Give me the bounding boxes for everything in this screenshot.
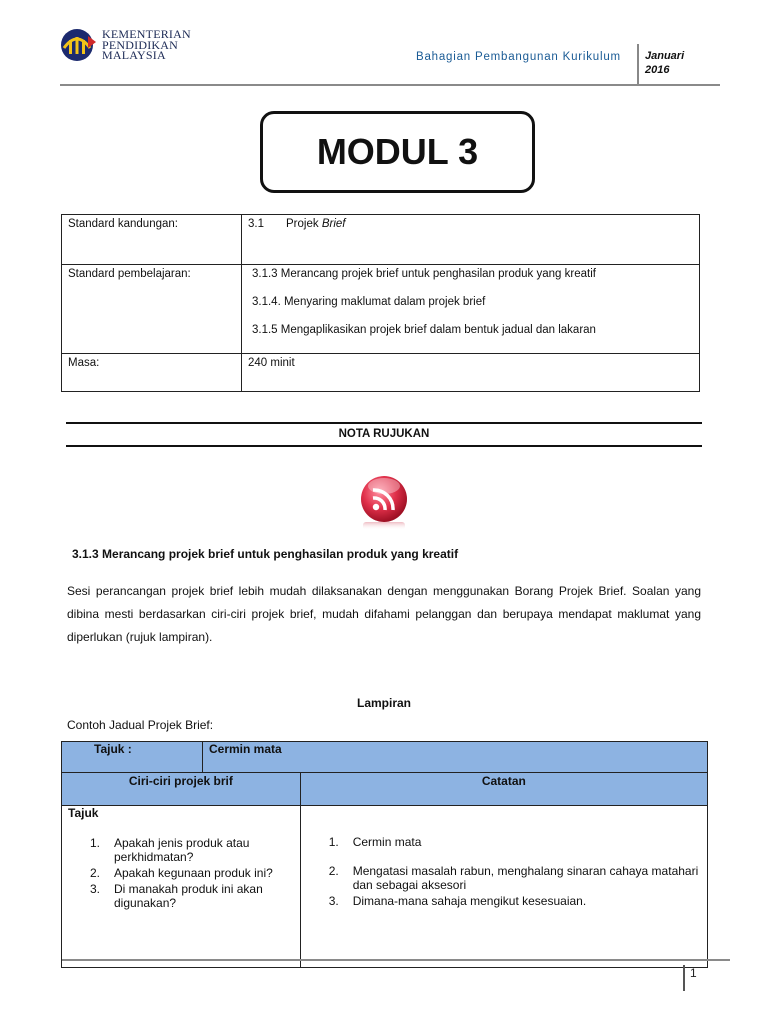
list-text: Mengatasi masalah rabun, menghalang sinaran cahaya matahari dan sebagai aksesori: [352, 864, 699, 892]
table-row: [62, 354, 700, 392]
kandungan-label: Standard kandungan:: [62, 215, 242, 265]
footer-rule: [62, 959, 730, 961]
tajuk-value: Cermin mata: [209, 742, 282, 756]
pembelajaran-item: 3.1.4. Menyaring maklumat dalam projek brief: [252, 296, 486, 308]
tajuk-label-cell: [62, 742, 203, 773]
header-rule: [60, 84, 720, 86]
table-row: [62, 265, 700, 354]
header-year: 2016: [645, 64, 670, 76]
footer-divider: [683, 965, 685, 991]
logo-line: KEMENTERIAN: [102, 27, 191, 41]
masa-label: Masa:: [62, 354, 242, 392]
pembelajaran-item: 3.1.5 Mengaplikasikan projek brief dalam bentuk jadual dan lakaran: [252, 324, 596, 336]
list-item: [90, 866, 292, 880]
lampiran-heading: Lampiran: [356, 696, 411, 710]
kandungan-number: 3.1: [248, 218, 264, 230]
standards-table: [61, 214, 700, 392]
department-name: Bahagian Pembangunan Kurikulum: [416, 51, 621, 63]
module-title: MODUL 3: [316, 131, 479, 172]
list-item: [329, 864, 699, 892]
row-label: Tajuk: [68, 806, 99, 820]
header-divider: [637, 44, 639, 85]
logo-line: MALAYSIA: [102, 48, 166, 62]
ministry-logo-text: [102, 29, 191, 61]
table-row: [62, 215, 700, 265]
pembelajaran-value: [242, 265, 700, 354]
list-item: [329, 835, 699, 849]
list-number: 1.: [90, 836, 101, 850]
body-paragraph: Sesi perancangan projek brief lebih mudah dilaksanakan dengan menggunakan Borang Projek Brief. Soalan yang dibina mesti berdasarkan ciri-ciri projek brief, mudah difahami pelanggan dan berupaya mendapat maklumat yang diperlukan (rujuk lampiran).: [67, 584, 701, 644]
pembelajaran-label: Standard pembelajaran:: [62, 265, 242, 354]
page-number: 1: [690, 966, 697, 980]
project-brief-table: [61, 741, 708, 968]
list-item: [90, 882, 292, 910]
rss-feed-icon: [357, 474, 411, 530]
nota-rujukan-heading: NOTA RUJUKAN: [338, 428, 430, 440]
list-text: Apakah jenis produk atau perkhidmatan?: [114, 836, 250, 864]
table-row: [62, 742, 708, 773]
list-text: Di manakah produk ini akan digunakan?: [114, 882, 263, 910]
list-text: Cermin mata: [352, 835, 422, 849]
ministry-logo-icon: [60, 28, 98, 62]
header-month: Januari: [645, 50, 685, 62]
kandungan-text: Projek: [286, 218, 319, 230]
pembelajaran-item: 3.1.3 Merancang projek brief untuk penghasilan produk yang kreatif: [252, 268, 596, 280]
questions-cell: [62, 806, 301, 968]
list-number: 2.: [90, 866, 101, 880]
contoh-label: Contoh Jadual Projek Brief:: [67, 718, 214, 732]
table-row: [62, 806, 708, 968]
list-number: 2.: [328, 864, 339, 878]
header-date: [645, 49, 684, 77]
section-heading: 3.1.3 Merancang projek brief untuk penghasilan produk yang kreatif: [72, 547, 459, 561]
list-item: [329, 894, 699, 908]
logo-line: PENDIDIKAN: [102, 37, 178, 52]
list-number: 3.: [328, 894, 339, 908]
answers-cell: [300, 806, 707, 968]
module-title-box: [260, 111, 535, 193]
col2-header: Catatan: [300, 773, 707, 806]
list-item: [90, 836, 292, 864]
nota-bottom-rule: [66, 445, 702, 447]
tajuk-label: Tajuk :: [94, 742, 132, 756]
masa-value: 240 minit: [242, 354, 700, 392]
kandungan-value: [242, 215, 700, 265]
list-number: 1.: [328, 835, 339, 849]
tajuk-value-cell: [203, 742, 708, 773]
list-text: Apakah kegunaan produk ini?: [114, 866, 273, 880]
nota-top-rule: [66, 422, 702, 424]
table-row: [62, 773, 708, 806]
questions-list: [68, 836, 292, 910]
list-number: 3.: [90, 882, 101, 896]
list-text: Dimana-mana sahaja mengikut kesesuaian.: [352, 894, 587, 908]
col1-header: Ciri-ciri projek brif: [62, 773, 301, 806]
kandungan-italic: Brief: [321, 218, 346, 230]
answers-list: [329, 835, 699, 908]
